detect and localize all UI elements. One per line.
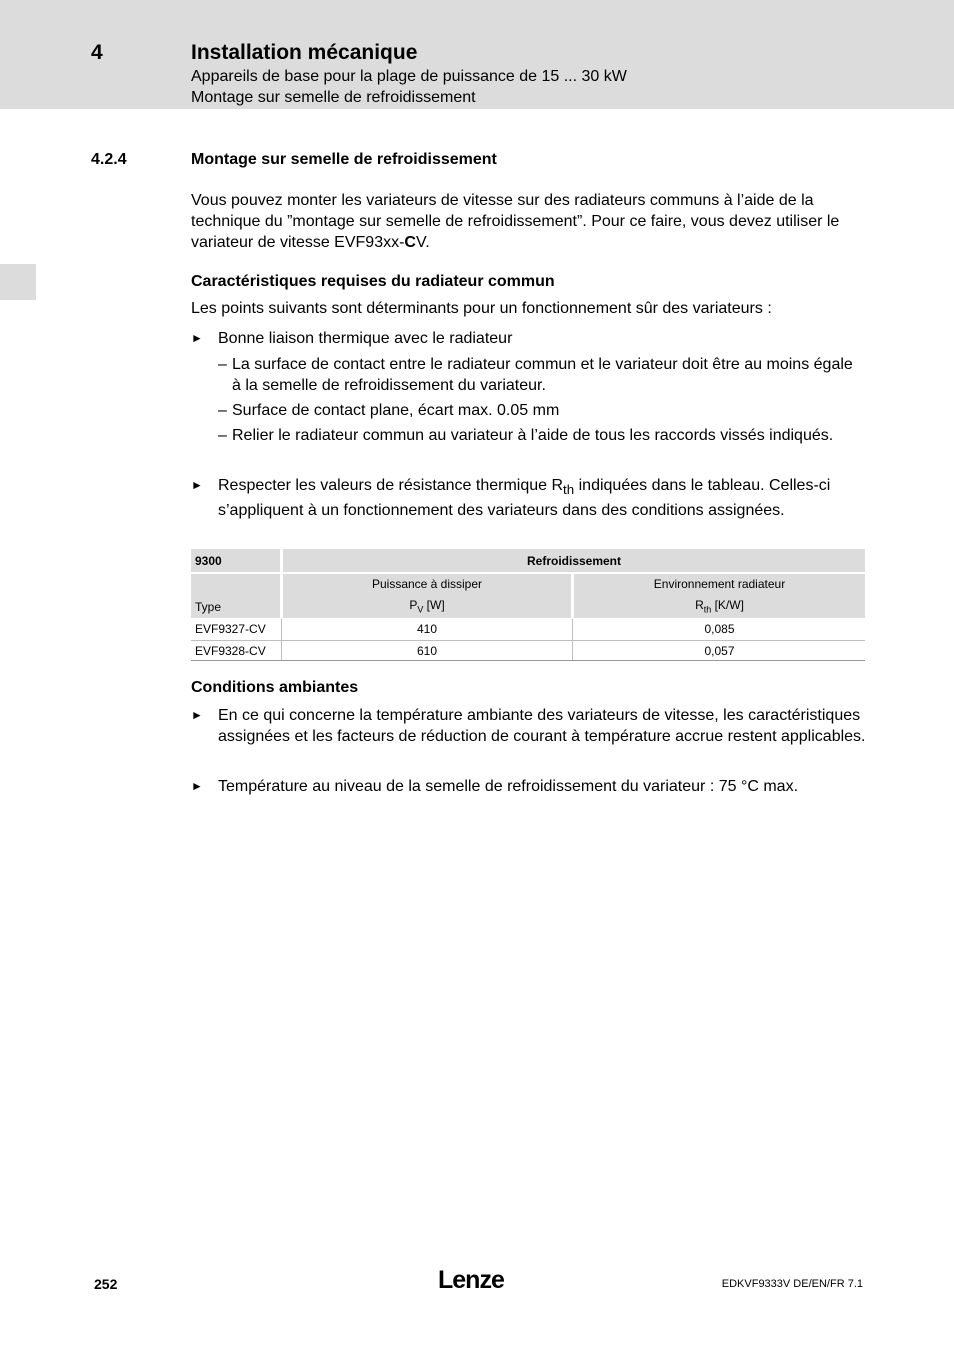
requirements-lead: Les points suivants sont déterminants pour un fonctionnement sûr des variateurs : — [191, 300, 772, 317]
table-cell-type: EVF9328-CV — [195, 644, 266, 658]
bullet-marker: ► — [191, 708, 203, 722]
table-header-power: Puissance à dissiper $P_V$ [W] — [283, 574, 571, 618]
table-bottom-rule — [191, 660, 865, 661]
page-number: 252 — [94, 1276, 118, 1292]
section-number: 4.2.4 — [91, 151, 127, 168]
chapter-number: 4 — [91, 41, 103, 64]
side-tab-marker — [0, 264, 36, 300]
intro-paragraph: Vous pouvez monter les variateurs de vitesse sur des radiateurs communs à l’aide de la technique du ”montage sur semelle de refroidissement”. Pour ce faire, vous devez utiliser le variateur de vitesse EVF93xx-CV. — [191, 192, 840, 251]
section-title: Montage sur semelle de refroidissement — [191, 151, 497, 168]
bullet-text: En ce qui concerne la température ambiante des variateurs de vitesse, les caractéristiques assignées et les facteurs de réduction de courant à température accrue restent applicables. — [218, 707, 866, 745]
table-col-divider — [572, 619, 573, 660]
bullet-text: Température au niveau de la semelle de refroidissement du variateur : 75 °C max. — [218, 778, 799, 795]
header-subtitle-1: Appareils de base pour la plage de puissance de 15 ... 30 kW — [191, 68, 627, 85]
lenze-logo: Lenze — [438, 1266, 504, 1294]
bullet-marker: ► — [191, 331, 203, 345]
table-header-type: Type — [191, 574, 280, 618]
table-header-refroidissement: Refroidissement — [283, 549, 865, 572]
conditions-heading: Conditions ambiantes — [191, 679, 359, 696]
table-cell-power: 610 — [416, 644, 438, 658]
bullet-marker: ► — [191, 779, 203, 793]
table-cell-type: EVF9327-CV — [195, 622, 266, 636]
bullet-text: Bonne liaison thermique avec le radiateur — [218, 330, 513, 347]
table-header-9300: 9300 — [191, 549, 280, 572]
table-cell-rth: 0,085 — [704, 622, 735, 636]
requirements-heading: Caractéristiques requises du radiateur commun — [191, 273, 555, 290]
bullet-marker: ► — [191, 478, 203, 492]
header-band — [0, 0, 954, 109]
table-cell-power: 410 — [416, 622, 438, 636]
bullet-text: Respecter les valeurs de résistance thermique $R_{th}$ indiquées dans le tableau. Celles-ci s’appliquent à un fonctionnement des variateurs dans des conditions assignées. — [218, 477, 831, 520]
table-header-rth: Environnement radiateur $R_{th}$ [K/W] — [574, 574, 865, 618]
table-cell-rth: 0,057 — [704, 644, 735, 658]
table-col-divider — [281, 619, 282, 660]
header-subtitle-2: Montage sur semelle de refroidissement — [191, 89, 476, 106]
intro-bold-letter: C — [404, 234, 416, 251]
document-reference: EDKVF9333V DE/EN/FR 7.1 — [721, 1278, 863, 1290]
chapter-title: Installation mécanique — [191, 41, 418, 64]
